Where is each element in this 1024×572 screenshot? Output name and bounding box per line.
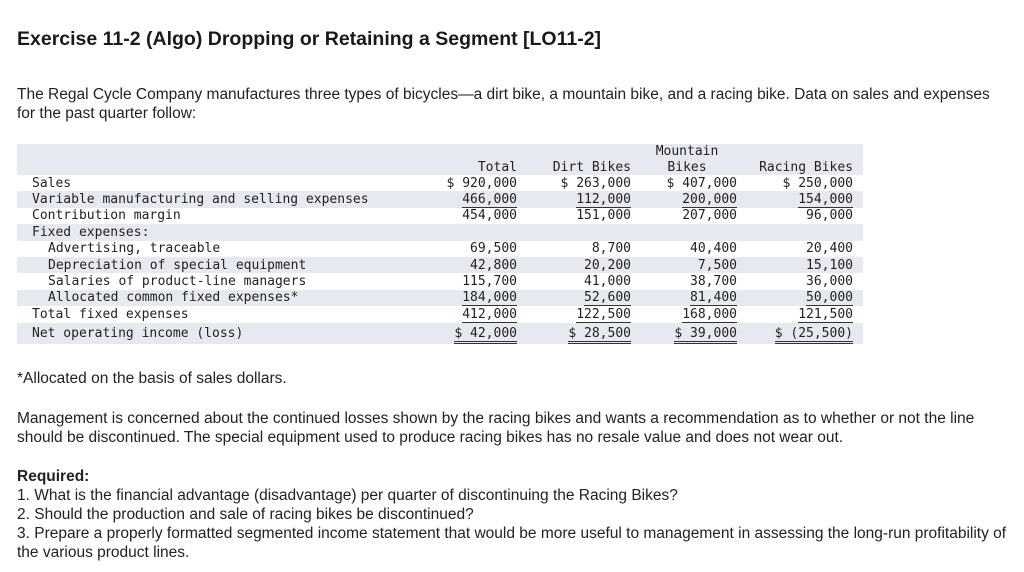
row-label: Variable manufacturing and selling expenses bbox=[17, 191, 392, 207]
row-label: Salaries of product-line managers bbox=[48, 274, 307, 290]
cell-dirt: 8,700 bbox=[591, 241, 631, 257]
table-row bbox=[17, 306, 863, 322]
table-row bbox=[17, 175, 863, 191]
required-heading: Required: bbox=[17, 468, 90, 485]
cell-racing: 20,400 bbox=[806, 241, 853, 257]
header-total: Total bbox=[392, 159, 521, 175]
cell-racing: 96,000 bbox=[806, 208, 853, 224]
row-label: Total fixed expenses bbox=[32, 306, 189, 322]
cell-dirt: 151,000 bbox=[576, 208, 631, 224]
header-dirt-bikes: Dirt Bikes bbox=[521, 159, 637, 175]
row-label: Depreciation of special equipment bbox=[17, 257, 392, 273]
cell-dirt: $ 263,000 bbox=[560, 175, 631, 191]
cell-dirt: 20,200 bbox=[521, 257, 637, 273]
row-label: Advertising, traceable bbox=[48, 241, 221, 257]
header-mountain-line1: Mountain bbox=[637, 144, 743, 159]
cell-mountain: $ 39,000 bbox=[674, 326, 737, 344]
table-row bbox=[17, 273, 863, 289]
header-racing-bikes: Racing Bikes bbox=[743, 159, 863, 175]
cell-total: $ 42,000 bbox=[454, 326, 517, 344]
cell-total: 115,700 bbox=[462, 274, 517, 290]
table-row bbox=[17, 323, 863, 344]
cell-total: 69,500 bbox=[470, 241, 517, 257]
footnote: *Allocated on the basis of sales dollars. bbox=[17, 370, 287, 387]
required-item: 1. What is the financial advantage (disadvantage) per quarter of discontinuing the Racing Bikes? bbox=[17, 487, 678, 504]
row-label: Allocated common fixed expenses* bbox=[17, 290, 392, 306]
cell-racing: 121,500 bbox=[798, 306, 853, 322]
table-header-row-1 bbox=[17, 144, 863, 159]
cell-total: 412,000 bbox=[462, 306, 517, 322]
cell-racing: 50,000 bbox=[806, 290, 853, 306]
cell-mountain: 7,500 bbox=[637, 257, 743, 273]
cell-total: 184,000 bbox=[462, 290, 517, 306]
cell-dirt: 52,600 bbox=[584, 290, 631, 306]
cell-total: 42,800 bbox=[392, 257, 521, 273]
table-row bbox=[17, 290, 863, 306]
cell-mountain: 168,000 bbox=[682, 306, 737, 322]
table-row bbox=[17, 241, 863, 257]
cell-mountain: 40,400 bbox=[690, 241, 737, 257]
intro-paragraph: The Regal Cycle Company manufactures three types of bicycles—a dirt bike, a mountain bike, and a racing bike. Data on sales and expenses for the past quarter follow: bbox=[17, 86, 990, 122]
cell-racing: $ (25,500) bbox=[775, 326, 853, 344]
cell-dirt: 122,500 bbox=[576, 306, 631, 322]
required-item: 2. Should the production and sale of racing bikes be discontinued? bbox=[17, 506, 474, 523]
cell-racing: 15,100 bbox=[743, 257, 863, 273]
cell-racing: 154,000 bbox=[798, 192, 853, 208]
exercise-title: Exercise 11-2 (Algo) Dropping or Retaining a Segment [LO11-2] bbox=[17, 28, 602, 50]
cell-racing: $ 250,000 bbox=[782, 175, 853, 191]
cell-dirt: $ 28,500 bbox=[568, 326, 631, 344]
cell-racing: 36,000 bbox=[806, 274, 853, 290]
management-paragraph: Management is concerned about the continued losses shown by the racing bikes and wants a recommendation as to whether or not the line should be discontinued. The special equipment used to produce racing bikes has no resale value and does not wear out. bbox=[17, 410, 975, 446]
table-row bbox=[17, 191, 863, 207]
table-row bbox=[17, 257, 863, 273]
cell-total: 454,000 bbox=[462, 208, 517, 224]
header-mountain-line2: Bikes bbox=[637, 159, 743, 175]
row-label: Fixed expenses: bbox=[17, 224, 392, 240]
cell-total: $ 920,000 bbox=[446, 175, 517, 191]
row-label: Net operating income (loss) bbox=[17, 323, 392, 344]
table-header-row-2 bbox=[17, 159, 863, 175]
cell-mountain: 81,400 bbox=[690, 290, 737, 306]
required-item: 3. Prepare a properly formatted segmented income statement that would be more useful to management in assessing the long-run profitability of the various product lines. bbox=[17, 525, 1007, 561]
cell-total: 466,000 bbox=[462, 192, 517, 208]
cell-mountain: $ 407,000 bbox=[666, 175, 737, 191]
table-row bbox=[17, 208, 863, 224]
required-section bbox=[17, 467, 1017, 562]
cell-dirt: 41,000 bbox=[584, 274, 631, 290]
row-label: Contribution margin bbox=[32, 208, 181, 224]
cell-mountain: 207,000 bbox=[682, 208, 737, 224]
table-row bbox=[17, 224, 863, 240]
cell-mountain: 200,000 bbox=[682, 192, 737, 208]
cell-mountain: 38,700 bbox=[690, 274, 737, 290]
segment-income-table bbox=[17, 144, 863, 344]
cell-dirt: 112,000 bbox=[576, 192, 631, 208]
row-label: Sales bbox=[32, 175, 72, 191]
